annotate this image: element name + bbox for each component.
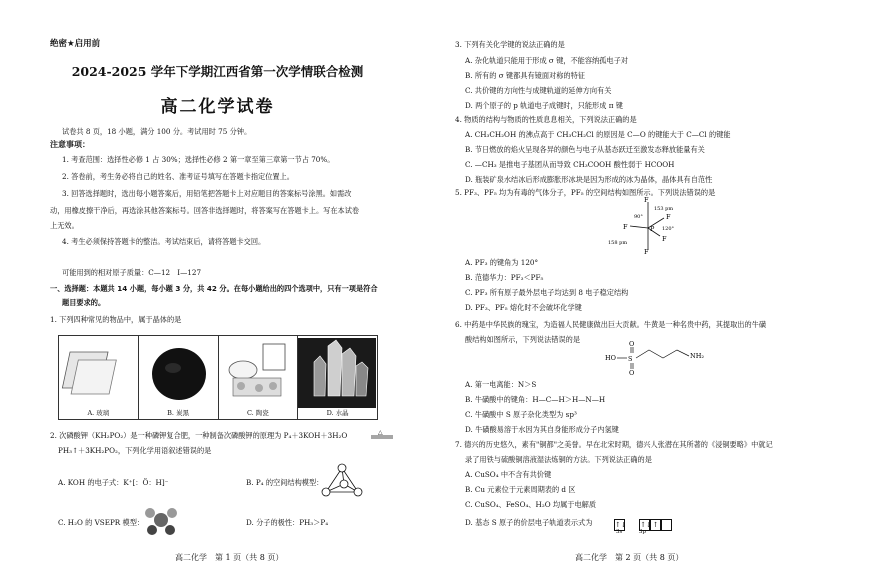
question-2: 2. 次磷酸钾（KH₂PO₂）是一种磷钾复合肥，一种制备次磷酸钾的原理为 P₄＋3KOH＋3H₂O [50, 431, 348, 440]
question-2-cont: PH₃↑＋3KH₂PO₂，下列化学用语叙述错误的是 [58, 446, 212, 455]
svg-text:F: F [644, 196, 649, 204]
exam-subject-title: 高二化学试卷 [160, 97, 275, 117]
option-4C: C. —CH₃ 是推电子基团从而导致 CH₃COOH 酸性弱于 HCOOH [465, 160, 675, 169]
p4-model-icon [320, 462, 364, 502]
carbon-black-image [139, 336, 219, 419]
option-6D: D. 牛磺酸易溶于水因为其自身能形成分子内氢键 [465, 425, 619, 434]
option-5B: B. 范德华力：PF₃＜PF₅ [465, 273, 544, 282]
option-4A: A. CH₃CH₂OH 的沸点高于 CH₃CH₂Cl 的原因是 C—O 的键能大于 C—Cl 的键能 [465, 130, 731, 139]
svg-text:F: F [662, 235, 667, 243]
question-6: 6. 中药是中华民族的瑰宝，为造福人民健康做出巨大贡献。牛黄是一种名贵中药，其提取出的牛磺 [455, 320, 767, 329]
question-1-image-table [58, 335, 378, 420]
svg-text:120°: 120° [662, 226, 675, 232]
crystal-image [298, 336, 377, 419]
image-caption: D. 水晶 [326, 409, 349, 417]
option-7C: C. CuSO₄、FeSO₄、H₂O 均属于电解质 [465, 500, 597, 509]
image-caption: C. 陶瓷 [246, 409, 269, 417]
confidential-label: 绝密★启用前 [50, 39, 101, 49]
option-2C: C. H₂O 的 VSEPR 模型： [58, 518, 145, 527]
svg-text:153 pm: 153 pm [654, 206, 674, 212]
option-7B: B. Cu 元素位于元素周期表的 d 区 [465, 485, 576, 494]
svg-text:△: △ [378, 429, 383, 436]
question-7-cont: 录了用铁与硫酸铜溶液湿法炼铜的方法。下列说法正确的是 [465, 455, 652, 464]
exam-series-title: 2024-2025 学年下学期江西省第一次学情联合检测 [71, 64, 364, 79]
option-2B: B. P₄ 的空间结构模型： [246, 478, 324, 487]
notes-heading: 注意事项： [50, 140, 90, 149]
note-line: 1. 考查范围：选择性必修 1 占 30%；选择性必修 2 第一章至第三章第一节占 70%。 [62, 155, 335, 164]
orbital-box-3p-2: ↑ [650, 519, 661, 531]
ceramics-image [219, 336, 299, 419]
orbital-label-3s: 3s [616, 529, 623, 535]
orbital-box-3p-3 [661, 519, 672, 531]
svg-text:HO: HO [605, 354, 616, 362]
glass-image [59, 336, 139, 419]
svg-text:NH₂: NH₂ [690, 352, 704, 360]
orbital-label-3p: 3p [639, 529, 647, 535]
heat-arrow-icon [370, 428, 394, 440]
section-heading: 一、选择题：本题共 14 小题，每小题 3 分，共 42 分。在每小题给出的四个选项中，只有一项是符合 [50, 284, 378, 293]
svg-text:S: S [628, 355, 633, 363]
page-footer: 高二化学 第 1 页（共 8 页） [175, 553, 284, 562]
option-4D: D. 瓶装矿泉水结冰后形成膨胀形冰块是因为形成的冰为晶体，晶体具有自范性 [465, 175, 713, 184]
svg-text:F: F [644, 248, 649, 256]
image-caption: B. 炭黑 [167, 409, 190, 417]
note-line: 3. 回答选择题时，选出每小题答案后，用铅笔把答题卡上对应题目的答案标号涂黑。如需改 [62, 189, 352, 198]
note-line: 4. 考生必须保持答题卡的整洁。考试结束后，请将答题卡交回。 [62, 237, 266, 246]
image-caption: A. 玻璃 [87, 409, 110, 417]
section-heading-cont: 题目要求的。 [62, 298, 106, 307]
question-1: 1. 下列四种常见的物品中，属于晶体的是 [50, 315, 182, 324]
orbital-box-3s: ↑↓ [615, 520, 627, 529]
question-7: 7. 德兴的历史悠久，素有"铜都"之美誉。早在北宋时期，德兴人张潜在其所著的《浸铜要略》中就记 [455, 440, 773, 449]
option-5D: D. PF₃、PF₅ 熔化时不会破坏化学键 [465, 303, 582, 312]
pf5-structure-figure [610, 198, 690, 254]
svg-text:F: F [666, 213, 671, 221]
option-3B: B. 所有的 σ 键都具有镜面对称的特征 [465, 71, 585, 80]
orbital-box-3p-1: ↑↓ [640, 520, 652, 529]
option-2A: A. KOH 的电子式：K⁺[：Ö：H]⁻ [58, 478, 169, 487]
question-6-cont: 酸结构如图所示，下列说法错误的是 [465, 335, 581, 344]
option-4B: B. 节日燃放的焰火呈现各异的颜色与电子从基态跃迁至激发态释放能量有关 [465, 145, 705, 154]
svg-text:O: O [629, 340, 635, 348]
option-7D: D. 基态 S 原子的价层电子轨道表示式为 [465, 518, 593, 527]
taurine-structure-figure [605, 342, 715, 376]
svg-text:P: P [650, 225, 655, 233]
h2o-vsepr-model-icon [144, 505, 178, 535]
option-3D: D. 两个原子的 p 轨道电子成键时，只能形成 π 键 [465, 101, 623, 110]
question-4: 4. 物质的结构与物质的性质息息相关，下列说法正确的是 [455, 115, 637, 124]
option-5C: C. PF₃ 所有原子最外层电子均达到 8 电子稳定结构 [465, 288, 629, 297]
option-6A: A. 第一电离能：N＞S [465, 380, 537, 389]
question-5: 5. PF₃、PF₅ 均为有毒的气体分子，PF₅ 的空间结构如图所示。下列说法错误的是 [455, 188, 716, 197]
note-line: 动，用橡皮擦干净后，再选涂其他答案标号。回答非选择题时，将答案写在答题卡上。写在本试卷 [50, 206, 360, 215]
question-3: 3. 下列有关化学键的说法正确的是 [455, 40, 565, 49]
option-3A: A. 杂化轨道只能用于形成 σ 键，不能容纳孤电子对 [465, 56, 628, 65]
option-3C: C. 共价键的方向性与成键轨道的延伸方向有关 [465, 86, 612, 95]
note-line: 2. 答卷前，考生务必将自己的姓名、准考证号填写在答题卡指定位置上。 [62, 172, 294, 181]
option-2D: D. 分子的极性：PH₃＞P₄ [246, 518, 329, 527]
option-5A: A. PF₃ 的键角为 120° [465, 258, 539, 267]
svg-text:F: F [623, 223, 628, 231]
svg-text:90°: 90° [634, 214, 643, 220]
option-6B: B. 牛磺酸中的键角：H—C—H＞H—N—H [465, 395, 606, 404]
page-footer: 高二化学 第 2 页（共 8 页） [575, 553, 684, 562]
exam-intro: 试卷共 8 页，18 小题，满分 100 分。考试用时 75 分钟。 [62, 127, 252, 136]
note-line: 上无效。 [50, 221, 79, 230]
svg-text:158 pm: 158 pm [608, 240, 628, 246]
option-7A: A. CuSO₄ 中不含有共价键 [465, 470, 552, 479]
atomic-mass-line: 可能用到的相对原子质量：C—12 I—127 [62, 268, 202, 277]
right-page [435, 0, 870, 578]
option-6C: C. 牛磺酸中 S 原子杂化类型为 sp³ [465, 410, 577, 419]
svg-text:O: O [629, 369, 635, 377]
